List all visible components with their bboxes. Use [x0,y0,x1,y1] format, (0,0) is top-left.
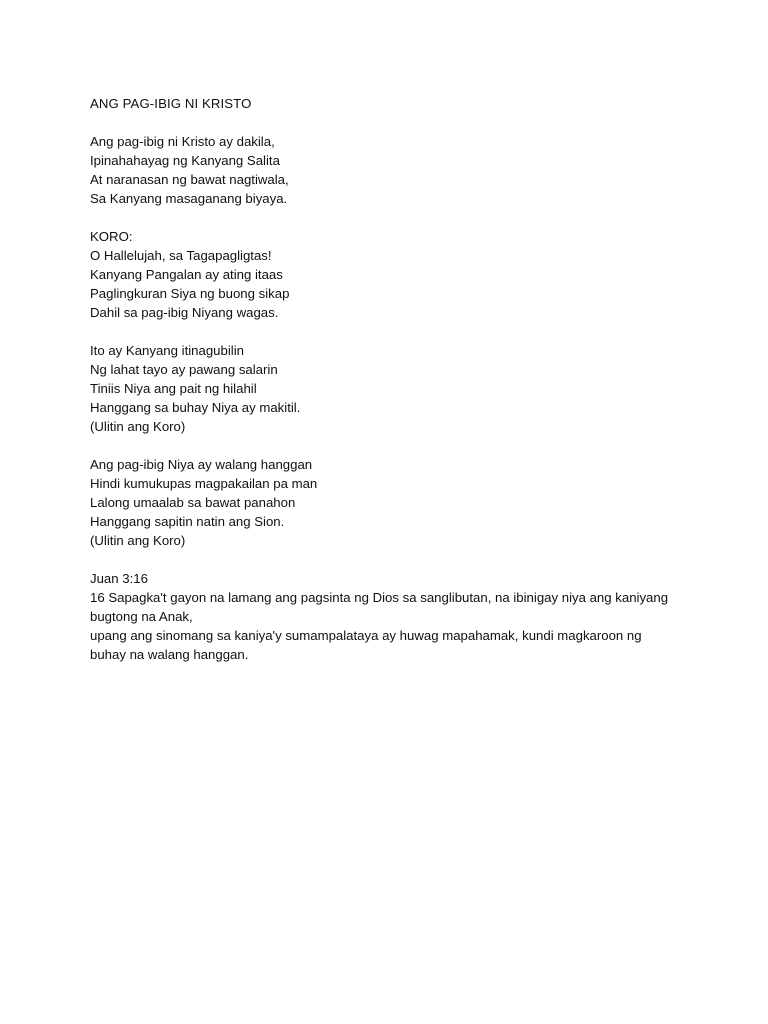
stanza-2-line-1: Ito ay Kanyang itinagubilin [90,343,244,358]
stanza-2 [90,341,688,436]
chorus-line-1: O Hallelujah, sa Tagapagligtas! [90,248,272,263]
chorus-line-3: Paglingkuran Siya ng buong sikap [90,286,290,301]
stanza-3-line-3: Lalong umaalab sa bawat panahon [90,495,296,510]
stanza-2-line-4: Hanggang sa buhay Niya ay makitil. [90,400,301,415]
chorus-line-2: Kanyang Pangalan ay ating itaas [90,267,283,282]
verse-reference: Juan 3:16 [90,571,148,586]
verse-text-1: 16 Sapagka't gayon na lamang ang pagsinta ng Dios sa sanglibutan, na ibinigay niya ang kaniyang bugtong na Anak, [90,590,669,624]
stanza-2-repeat-note: (Ulitin ang Koro) [90,419,186,434]
stanza-3-repeat-note: (Ulitin ang Koro) [90,533,186,548]
stanza-2-line-3: Tiniis Niya ang pait ng hilahil [90,381,257,396]
stanza-3-line-1: Ang pag-ibig Niya ay walang hanggan [90,457,313,472]
chorus [90,227,688,322]
verse-text-2: upang ang sinomang sa kaniya'y sumampalataya ay huwag mapahamak, kundi magkaroon ng buhay na walang hanggan. [90,628,642,662]
stanza-3 [90,455,688,550]
stanza-3-line-2: Hindi kumukupas magpakailan pa man [90,476,318,491]
bible-verse [90,569,680,664]
stanza-1-line-2: Ipinahahayag ng Kanyang Salita [90,153,280,168]
stanza-2-line-2: Ng lahat tayo ay pawang salarin [90,362,278,377]
stanza-1-line-4: Sa Kanyang masaganang biyaya. [90,191,288,206]
stanza-3-line-4: Hanggang sapitin natin ang Sion. [90,514,285,529]
chorus-heading: KORO: [90,229,133,244]
stanza-1-line-1: Ang pag-ibig ni Kristo ay dakila, [90,134,275,149]
stanza-1 [90,132,688,208]
chorus-line-4: Dahil sa pag-ibig Niyang wagas. [90,305,279,320]
stanza-1-line-3: At naranasan ng bawat nagtiwala, [90,172,289,187]
song-title: ANG PAG-IBIG NI KRISTO [90,96,252,111]
